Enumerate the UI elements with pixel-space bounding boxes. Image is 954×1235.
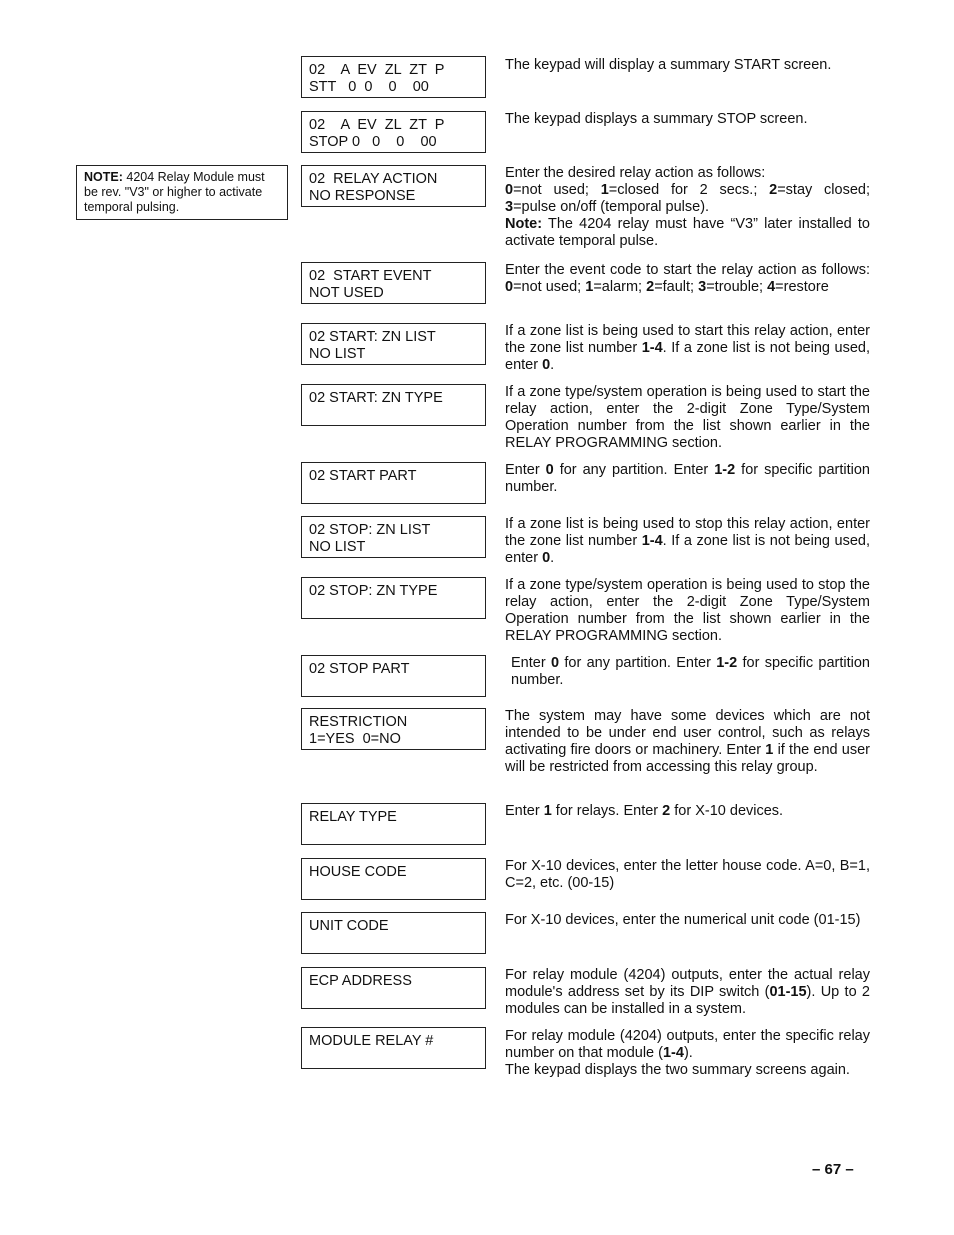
- lcd-module-relay: [301, 1027, 486, 1069]
- lcd-summary-start: [301, 56, 486, 98]
- lcd-line: 02 A EV ZL ZT P: [309, 117, 445, 133]
- lcd-summary-stop: [301, 111, 486, 153]
- lcd-line: STOP 0 0 0 00: [309, 134, 437, 150]
- desc-text: For X-10 devices, enter the numerical unit code (01-15): [505, 912, 861, 928]
- desc-text: Enter 0 for any partition. Enter 1-2 for specific partition number.: [505, 462, 870, 495]
- desc-relay-action: [505, 165, 870, 250]
- lcd-stop-part: [301, 655, 486, 697]
- desc-start-zn-type: [505, 384, 870, 452]
- lcd-line: RESTRICTION: [309, 714, 408, 730]
- lcd-relay-type: [301, 803, 486, 845]
- lcd-line: 02 STOP: ZN TYPE: [309, 583, 438, 599]
- desc-note: Note: The 4204 relay must have “V3” later installed to activate temporal pulse.: [505, 216, 870, 249]
- desc-text: Enter 1 for relays. Enter 2 for X-10 devices.: [505, 803, 784, 819]
- desc-text: For relay module (4204) outputs, enter the specific relay number on that module (1-4).: [505, 1028, 870, 1061]
- desc-ecp-address: [505, 967, 870, 1018]
- desc-stop-part: [511, 655, 870, 689]
- desc-text: If a zone type/system operation is being used to stop the relay action, enter the 2-digit Zone Type/System Operation number from the list shown earlier in the RELAY PROGRAMMING section.: [505, 577, 870, 644]
- desc-text: 0=not used; 1=closed for 2 secs.; 2=stay closed; 3=pulse on/off (temporal pulse).: [505, 182, 870, 215]
- lcd-line: 02 RELAY ACTION: [309, 171, 438, 187]
- desc-text: For X-10 devices, enter the letter house code. A=0, B=1, C=2, etc. (00-15): [505, 858, 870, 891]
- desc-text: If a zone type/system operation is being used to start the relay action, enter the 2-digit Zone Type/System Operation number from the list shown earlier in the RELAY PROGRAMMING section.: [505, 384, 870, 451]
- lcd-line: NO LIST: [309, 346, 366, 362]
- lcd-start-part: [301, 462, 486, 504]
- lcd-line: 02 START: ZN TYPE: [309, 390, 443, 406]
- lcd-line: 02 STOP PART: [309, 661, 410, 677]
- lcd-line: 02 A EV ZL ZT P: [309, 62, 445, 78]
- desc-text: If a zone list is being used to stop this relay action, enter the zone list number 1-4. If a zone list is not being used, enter 0.: [505, 516, 870, 566]
- desc-relay-type: [505, 803, 870, 820]
- lcd-line: NOT USED: [309, 285, 384, 301]
- relay-module-note: [76, 165, 288, 220]
- desc-text: Enter the desired relay action as follows:: [505, 165, 766, 181]
- lcd-ecp-address: [301, 967, 486, 1009]
- desc-start-event: [505, 262, 870, 296]
- desc-start-part: [505, 462, 870, 496]
- desc-text: For relay module (4204) outputs, enter the actual relay module's address set by its DIP switch (01-15). Up to 2 modules can be installed in a system.: [505, 967, 870, 1017]
- desc-text: Enter 0 for any partition. Enter 1-2 for specific partition number.: [511, 655, 870, 688]
- lcd-line: 02 STOP: ZN LIST: [309, 522, 431, 538]
- desc-restriction: [505, 708, 870, 776]
- desc-start-zn-list: [505, 323, 870, 374]
- lcd-line: ECP ADDRESS: [309, 973, 412, 989]
- lcd-line: HOUSE CODE: [309, 864, 407, 880]
- note-text: 4204 Relay Module must be rev. "V3" or higher to activate temporal pulsing.: [84, 170, 265, 214]
- desc-module-relay: [505, 1028, 870, 1079]
- lcd-stop-zn-type: [301, 577, 486, 619]
- lcd-line: 02 START: ZN LIST: [309, 329, 436, 345]
- lcd-stop-zn-list: [301, 516, 486, 558]
- lcd-line: NO LIST: [309, 539, 366, 555]
- lcd-line: 02 START EVENT: [309, 268, 432, 284]
- desc-text: If a zone list is being used to start this relay action, enter the zone list number 1-4. If a zone list is not being used, enter 0.: [505, 323, 870, 373]
- lcd-start-zn-type: [301, 384, 486, 426]
- lcd-start-event: [301, 262, 486, 304]
- desc-unit-code: [505, 912, 870, 929]
- desc-summary-start: [505, 57, 870, 74]
- lcd-line: 1=YES 0=NO: [309, 731, 401, 747]
- desc-text: Enter the event code to start the relay action as follows: 0=not used; 1=alarm; 2=fault; 3=trouble; 4=restore: [505, 262, 870, 295]
- lcd-house-code: [301, 858, 486, 900]
- note-label: NOTE:: [84, 170, 123, 184]
- lcd-line: UNIT CODE: [309, 918, 389, 934]
- desc-stop-zn-type: [505, 577, 870, 645]
- lcd-line: STT 0 0 0 00: [309, 79, 429, 95]
- desc-stop-zn-list: [505, 516, 870, 567]
- lcd-line: NO RESPONSE: [309, 188, 416, 204]
- lcd-unit-code: [301, 912, 486, 954]
- desc-text: The keypad displays a summary STOP screen.: [505, 111, 808, 127]
- desc-summary-stop: [505, 111, 870, 128]
- lcd-line: 02 START PART: [309, 468, 417, 484]
- lcd-start-zn-list: [301, 323, 486, 365]
- lcd-line: RELAY TYPE: [309, 809, 397, 825]
- lcd-restriction: [301, 708, 486, 750]
- page-number: – 67 –: [812, 1161, 854, 1178]
- lcd-line: MODULE RELAY #: [309, 1033, 434, 1049]
- desc-house-code: [505, 858, 870, 892]
- desc-text: The system may have some devices which are not intended to be under end user control, such as relays activating fire doors or machinery. Enter 1 if the end user will be restricted from accessing this relay group.: [505, 708, 871, 775]
- lcd-relay-action: [301, 165, 486, 207]
- desc-text: The keypad will display a summary START screen.: [505, 57, 832, 73]
- desc-text: The keypad displays the two summary screens again.: [505, 1062, 850, 1078]
